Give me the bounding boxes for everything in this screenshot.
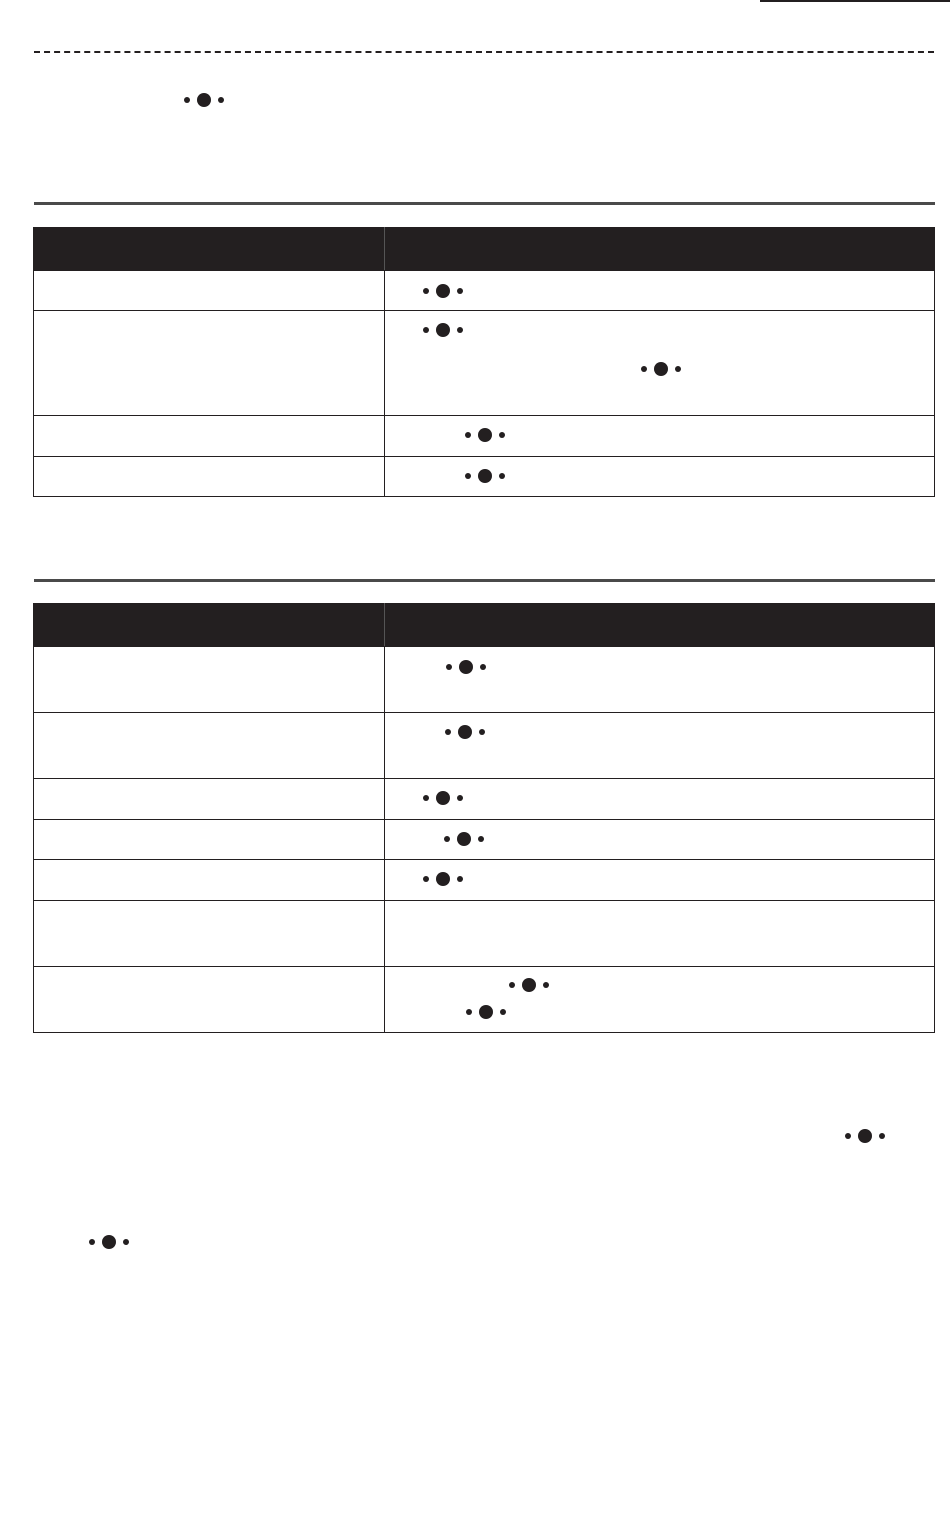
- table-header-row: [34, 228, 935, 271]
- status-table-2: [33, 603, 935, 1033]
- table-row: [34, 967, 935, 1033]
- section-rule-2: [34, 579, 935, 582]
- table-cell: [34, 647, 385, 713]
- table-header-cell: [385, 604, 935, 647]
- table-header-row: [34, 604, 935, 647]
- table-row: [34, 820, 935, 860]
- table-row: [34, 860, 935, 901]
- table-cell: [385, 713, 935, 779]
- table-cell: [34, 860, 385, 901]
- table-cell: [385, 820, 935, 860]
- three-dot-indicator-icon: [465, 428, 505, 442]
- table-header-cell: [34, 604, 385, 647]
- three-dot-indicator-icon: [445, 725, 485, 739]
- table-header-cell: [385, 228, 935, 271]
- table-cell: [385, 416, 935, 457]
- three-dot-indicator-icon: [465, 469, 505, 483]
- three-dot-indicator-icon: [845, 1129, 885, 1143]
- three-dot-indicator-icon: [423, 791, 463, 805]
- table-cell: [34, 967, 385, 1033]
- table-cell: [385, 779, 935, 820]
- table-cell: [385, 901, 935, 967]
- three-dot-indicator-icon: [89, 1235, 129, 1249]
- three-dot-indicator-icon: [446, 660, 486, 674]
- three-dot-indicator-icon: [423, 872, 463, 886]
- table-cell: [34, 820, 385, 860]
- top-edge-line: [760, 0, 950, 2]
- table-cell: [34, 416, 385, 457]
- table-row: [34, 457, 935, 497]
- dashed-separator: [34, 51, 934, 53]
- three-dot-indicator-icon: [423, 323, 463, 337]
- three-dot-indicator-icon: [444, 832, 484, 846]
- three-dot-indicator-icon: [509, 978, 549, 992]
- table-row: [34, 311, 935, 416]
- table-cell: [34, 779, 385, 820]
- table-cell: [385, 311, 935, 416]
- three-dot-indicator-icon: [466, 1005, 506, 1019]
- table-header-cell: [34, 228, 385, 271]
- three-dot-indicator-icon: [184, 93, 224, 107]
- table-row: [34, 647, 935, 713]
- table-row: [34, 901, 935, 967]
- table-cell: [385, 860, 935, 901]
- table-row: [34, 271, 935, 311]
- section-rule-1: [34, 202, 935, 205]
- table-cell: [34, 713, 385, 779]
- table-cell: [34, 271, 385, 311]
- table-cell: [34, 901, 385, 967]
- table-cell: [385, 647, 935, 713]
- table-cell: [385, 271, 935, 311]
- table-cell: [34, 311, 385, 416]
- status-table-1: [33, 227, 935, 497]
- table-row: [34, 416, 935, 457]
- table-cell: [385, 967, 935, 1033]
- table-cell: [34, 457, 385, 497]
- table-row: [34, 779, 935, 820]
- three-dot-indicator-icon: [423, 284, 463, 298]
- three-dot-indicator-icon: [641, 362, 681, 376]
- table-cell: [385, 457, 935, 497]
- table-row: [34, 713, 935, 779]
